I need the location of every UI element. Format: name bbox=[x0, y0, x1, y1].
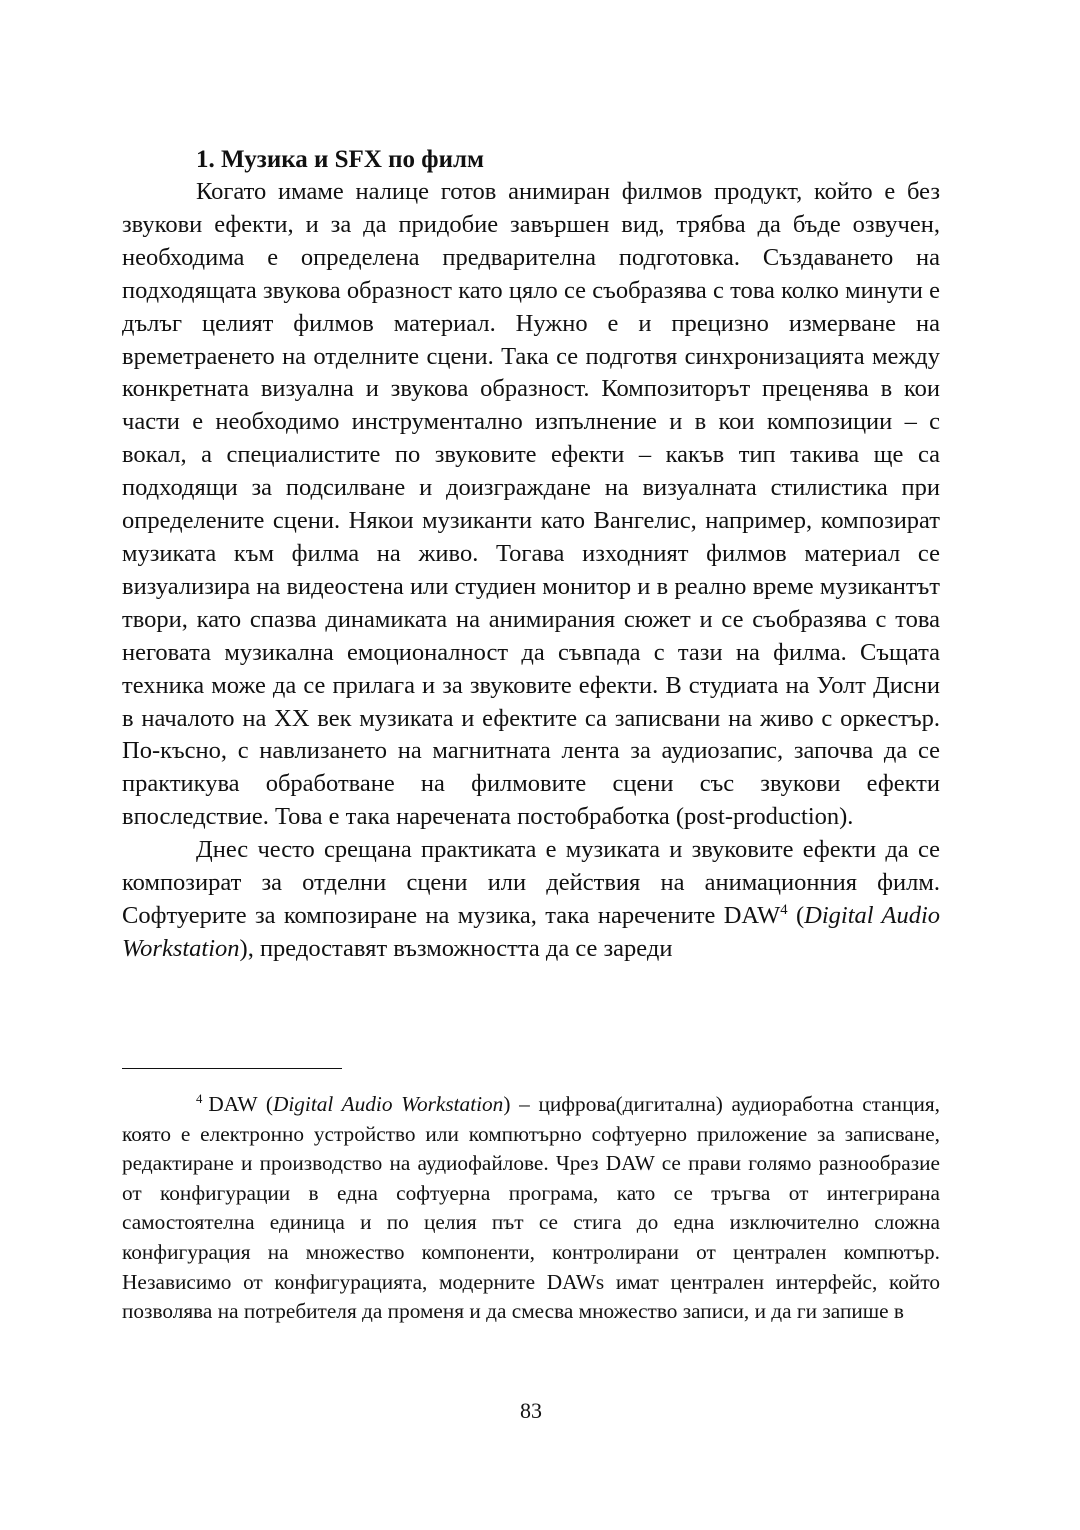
paragraph-1: Когато имаме налице готов анимиран филмов продукт, който е без звукови ефекти, и за да придобие завършен вид, трябва да бъде озвучен, необходима е определена предварителна подготовка. Създаването на подходящата звукова образност като цяло се съобразява с това колко минути е дълъг целият филмов материал. Нужно е и прецизно измерване на времетраенето на отделните сцени. Така се подготвя синхронизацията между конкретната визуална и звукова образност. Композиторът преценява в кои части е необходимо инструментално изпълнение и в кои композиции – с вокал, а специалистите по звуковите ефекти – какъв тип такива ще са подходящи за подсилване и доизграждане на визуалната стилистика при определените сцени. Някои музиканти като Вангелис, например, композират музиката към филма на живо. Тогава изходният филмов материал се визуализира на видеостена или студиен монитор и в реално време музикантът твори, като спазва динамиката на анимирания сюжет и се съобразява с това неговата музикална емоционалност да съвпада с тази на филма. Същата техника може да се прилага и за звуковите ефекти. В студиата на Уолт Дисни в началото на XX век музиката и ефектите са записвани на живо с оркестър. По-късно, с навлизането на магнитната лента за аудиозапис, започва да се практикува обработване на филмовите сцени със звукови ефекти впоследствие. Това е така наречената постобработка (post-production). bbox=[122, 178, 940, 831]
paragraph-2-italic-term: Digital Audio Workstation bbox=[122, 901, 940, 962]
page-number: 83 bbox=[520, 1398, 542, 1423]
document-page bbox=[122, 0, 940, 1530]
body-text bbox=[122, 176, 940, 966]
paragraph-2-open-paren: ( bbox=[795, 901, 805, 929]
section-heading: 1. Музика и SFX по филм bbox=[196, 146, 485, 173]
footnote-divider bbox=[122, 1068, 342, 1069]
footnote-text-start: DAW ( bbox=[208, 1092, 273, 1116]
paragraph-2-text-end: ), предоставят възможността да се зареди bbox=[239, 934, 673, 962]
footnote bbox=[122, 1090, 940, 1327]
footnote-italic-term: Digital Audio Workstation bbox=[272, 1092, 504, 1116]
paragraph-2-text: Днес често срещана практиката е музиката и звуковите ефекти да се композират за отделни сцени или действия на анимационния филм. Софтуерите за композиране на музика, така наречените DAW bbox=[122, 836, 940, 929]
footnote-reference[interactable]: 4 bbox=[780, 902, 788, 919]
footnote-marker: 4 bbox=[196, 1092, 203, 1107]
footnote-paragraph bbox=[122, 1090, 940, 1327]
footnote-text-end: ) – цифрова(дигитална) аудиоработна станция, която е електронно устройство или компютърно софтуерно приложение за записване, редактиране и производство на аудиофайлове. Чрез DAW се прави голямо разнообразие от конфигурации в една софтуерна програма, като се тръгва от интегрирана самостоятелна единица и по целия път се стига до една изключително сложна конфигурация на множество компоненти, контролирани от централен компютър. Независимо от конфигурацията, модерните DAWs имат централен интерфейс, който позволява на потребителя да променя и да смесва множество записи, и да ги запише в bbox=[122, 1092, 940, 1324]
paragraph-2 bbox=[122, 834, 940, 966]
